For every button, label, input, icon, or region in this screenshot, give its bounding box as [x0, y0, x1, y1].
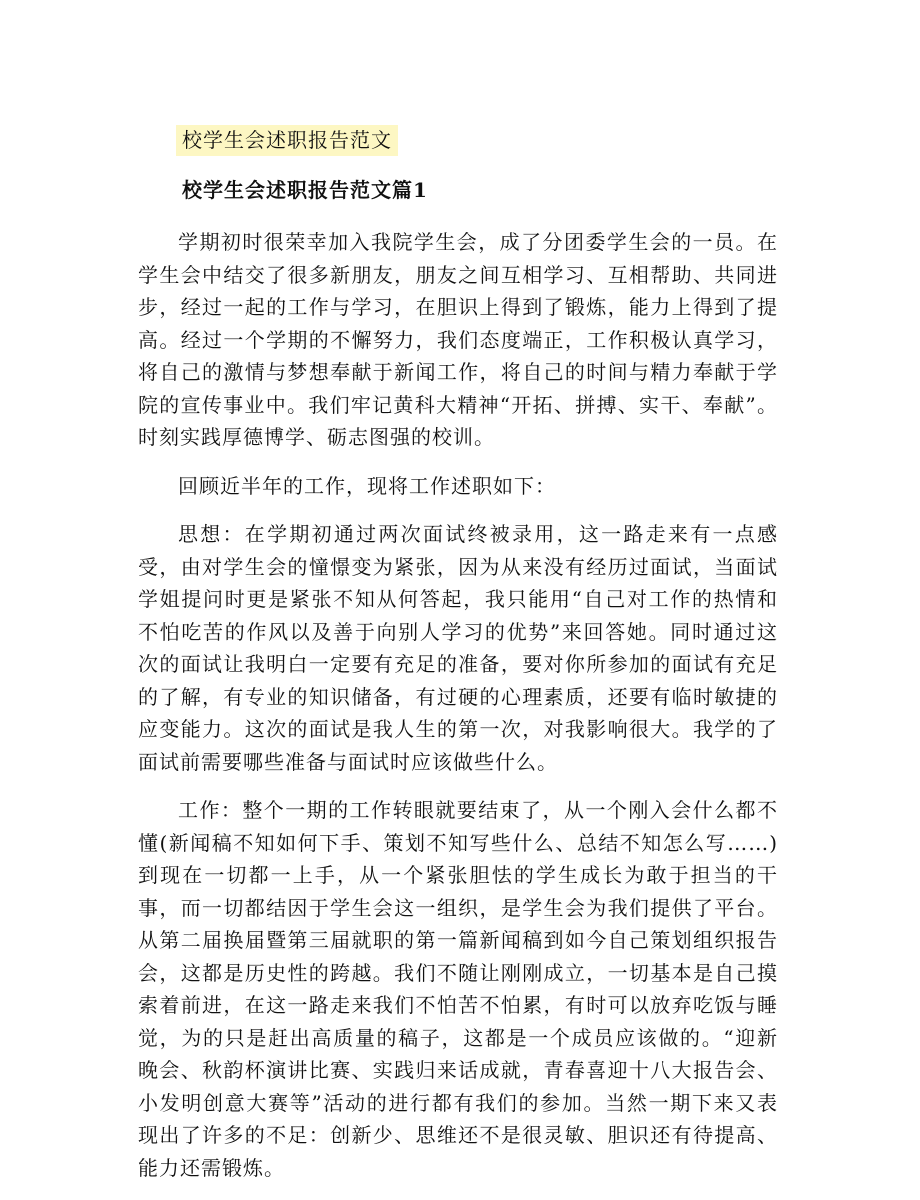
- paragraph-work: 工作：整个一期的工作转眼就要结束了，从一个刚入会什么都不懂(新闻稿不知如何下手、策划不知写些什么、总结不知怎么写……)到现在一切都一上手，从一个紧张胆怯的学生成长为敢于担当的干事，而一切都结因于学生会这一组织，是学生会为我们提供了平台。从第二届换届暨第三届就职的第一篇新闻稿到如今自己策划组织报告会，这都是历史性的跨越。我们不随让刚刚成立，一切基本是自己摸索着前进，在这一路走来我们不怕苦不怕累，有时可以放弃吃饭与睡觉，为的只是赶出高质量的稿子，这都是一个成员应该做的。“迎新晚会、秋韵杯演讲比赛、实践归来话成就，青春喜迎十八大报告会、小发明创意大赛等”活动的进行都有我们的参加。当然一期下来又表现出了许多的不足：创新少、思维还不是很灵敏、胆识还有待提高、能力还需锻炼。: [138, 798, 778, 1180]
- paragraph-review: 回顾近半年的工作，现将工作述职如下：: [178, 473, 556, 498]
- document-body: [138, 226, 778, 1200]
- document-title: 校学生会述职报告范文: [176, 125, 398, 156]
- paragraph-intro: 学期初时很荣幸加入我院学生会，成了分团委学生会的一员。在学生会中结交了很多新朋友，朋友之间互相学习、互相帮助、共同进步，经过一起的工作与学习，在胆识上得到了锻炼，能力上得到了提高。经过一个学期的不懈努力，我们态度端正，工作积极认真学习，将自己的激情与梦想奉献于新闻工作，将自己的时间与精力奉献于学院的宣传事业中。我们牢记黄科大精神“开拓、拼搏、实干、奉献”。时刻实践厚德博学、砺志图强的校训。: [138, 230, 778, 449]
- section-heading: 校学生会述职报告范文篇1: [182, 178, 428, 202]
- paragraph-thought: 思想：在学期初通过两次面试终被录用，这一路走来有一点感受，由对学生会的憧憬变为紧张，因为从来没有经历过面试，当面试学姐提问时更是紧张不知从何答起，我只能用“自己对工作的热情和不怕吃苦的作风以及善于向别人学习的优势”来回答她。同时通过这次的面试让我明白一定要有充足的准备，要对你所参加的面试有充足的了解，有专业的知识储备，有过硬的心理素质，还要有临时敏捷的应变能力。这次的面试是我人生的第一次，对我影响很大。我学的了面试前需要哪些准备与面试时应该做些什么。: [138, 522, 778, 774]
